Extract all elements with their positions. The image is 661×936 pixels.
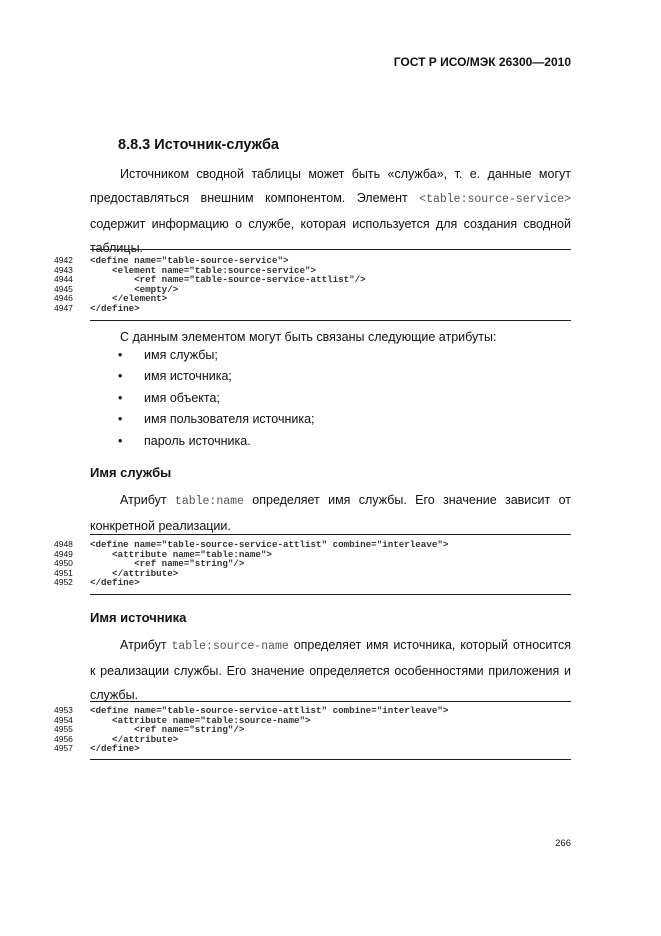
inline-code-attribute: table:source-name — [171, 640, 289, 653]
attributes-intro: С данным элементом могут быть связаны следующие атрибуты: — [120, 330, 497, 344]
code-line: 4943 <element name="table:source-service"> — [54, 264, 317, 276]
source-name-line-1: Атрибут table:source-name определяет имя источника, который относится — [120, 638, 571, 653]
bullet-icon: • — [118, 433, 123, 448]
code-line: 4942 <define name="table-source-service"> — [54, 255, 289, 266]
page-number: 266 — [555, 838, 571, 849]
code-block-service-name — [54, 534, 571, 600]
code-line: 4950 <ref name="string"/> — [54, 558, 245, 570]
code-rule-bottom — [90, 594, 571, 595]
code-line: 4953 <define name="table-source-service-attlist" combine="interleave"> — [54, 705, 449, 716]
source-name-line-3: службы. — [90, 688, 139, 702]
service-name-paragraph — [90, 488, 571, 538]
service-name-line-2: конкретной реализации. — [90, 519, 231, 533]
code-line: 4946 </element> — [54, 293, 168, 305]
service-name-line-1: Атрибут table:name определяет имя службы. Его значение зависит от — [120, 493, 571, 508]
inline-code-element: <table:source-service> — [419, 193, 571, 206]
intro-paragraph — [90, 162, 571, 260]
bullet-icon: • — [118, 390, 123, 405]
intro-line-4: таблицы. — [90, 241, 144, 255]
code-line: 4955 <ref name="string"/> — [54, 724, 245, 736]
code-line: 4948 <define name="table-source-service-attlist" combine="interleave"> — [54, 539, 449, 550]
source-name-line-2: к реализации службы. Его значение определяется особенностями приложения и — [90, 664, 571, 678]
code-rule-top — [90, 534, 571, 535]
code-rule-top — [90, 701, 571, 702]
code-rule-bottom — [90, 320, 571, 321]
code-line: 4945 <empty/> — [54, 283, 179, 295]
code-line: 4956 </attribute> — [54, 733, 179, 745]
intro-line-2: предоставляться внешним компонентом. Элемент <table:source-service> — [90, 191, 571, 206]
code-line: 4947 </define> — [54, 303, 140, 314]
inline-code-attribute: table:name — [174, 495, 244, 508]
code-line: 4954 <attribute name="table:source-name"> — [54, 714, 311, 726]
bullet-icon: • — [118, 369, 123, 384]
code-line: 4944 <ref name="table-source-service-attlist"/> — [54, 274, 366, 286]
code-block-source-service — [54, 249, 571, 324]
source-name-paragraph — [90, 633, 571, 707]
code-block-source-name — [54, 701, 571, 767]
subsection-title-service-name: Имя службы — [90, 465, 172, 480]
section-title: 8.8.3 Источник-служба — [118, 137, 279, 153]
code-line: 4949 <attribute name="table:name"> — [54, 548, 272, 560]
code-rule-top — [90, 249, 571, 250]
intro-line-1: Источником сводной таблицы может быть «служба», т. е. данные могут — [120, 167, 571, 181]
code-line: 4951 </attribute> — [54, 567, 179, 579]
code-line: 4957 </define> — [54, 743, 140, 755]
subsection-title-source-name: Имя источника — [90, 610, 187, 625]
bullet-icon: • — [118, 412, 123, 427]
code-rule-bottom — [90, 759, 571, 760]
page-header: ГОСТ Р ИСО/МЭК 26300—2010 — [393, 55, 571, 69]
bullet-icon: • — [118, 348, 123, 362]
code-line: 4952 </define> — [54, 577, 140, 589]
intro-line-3: содержит информацию о службе, которая используется для создания сводной — [90, 217, 571, 231]
